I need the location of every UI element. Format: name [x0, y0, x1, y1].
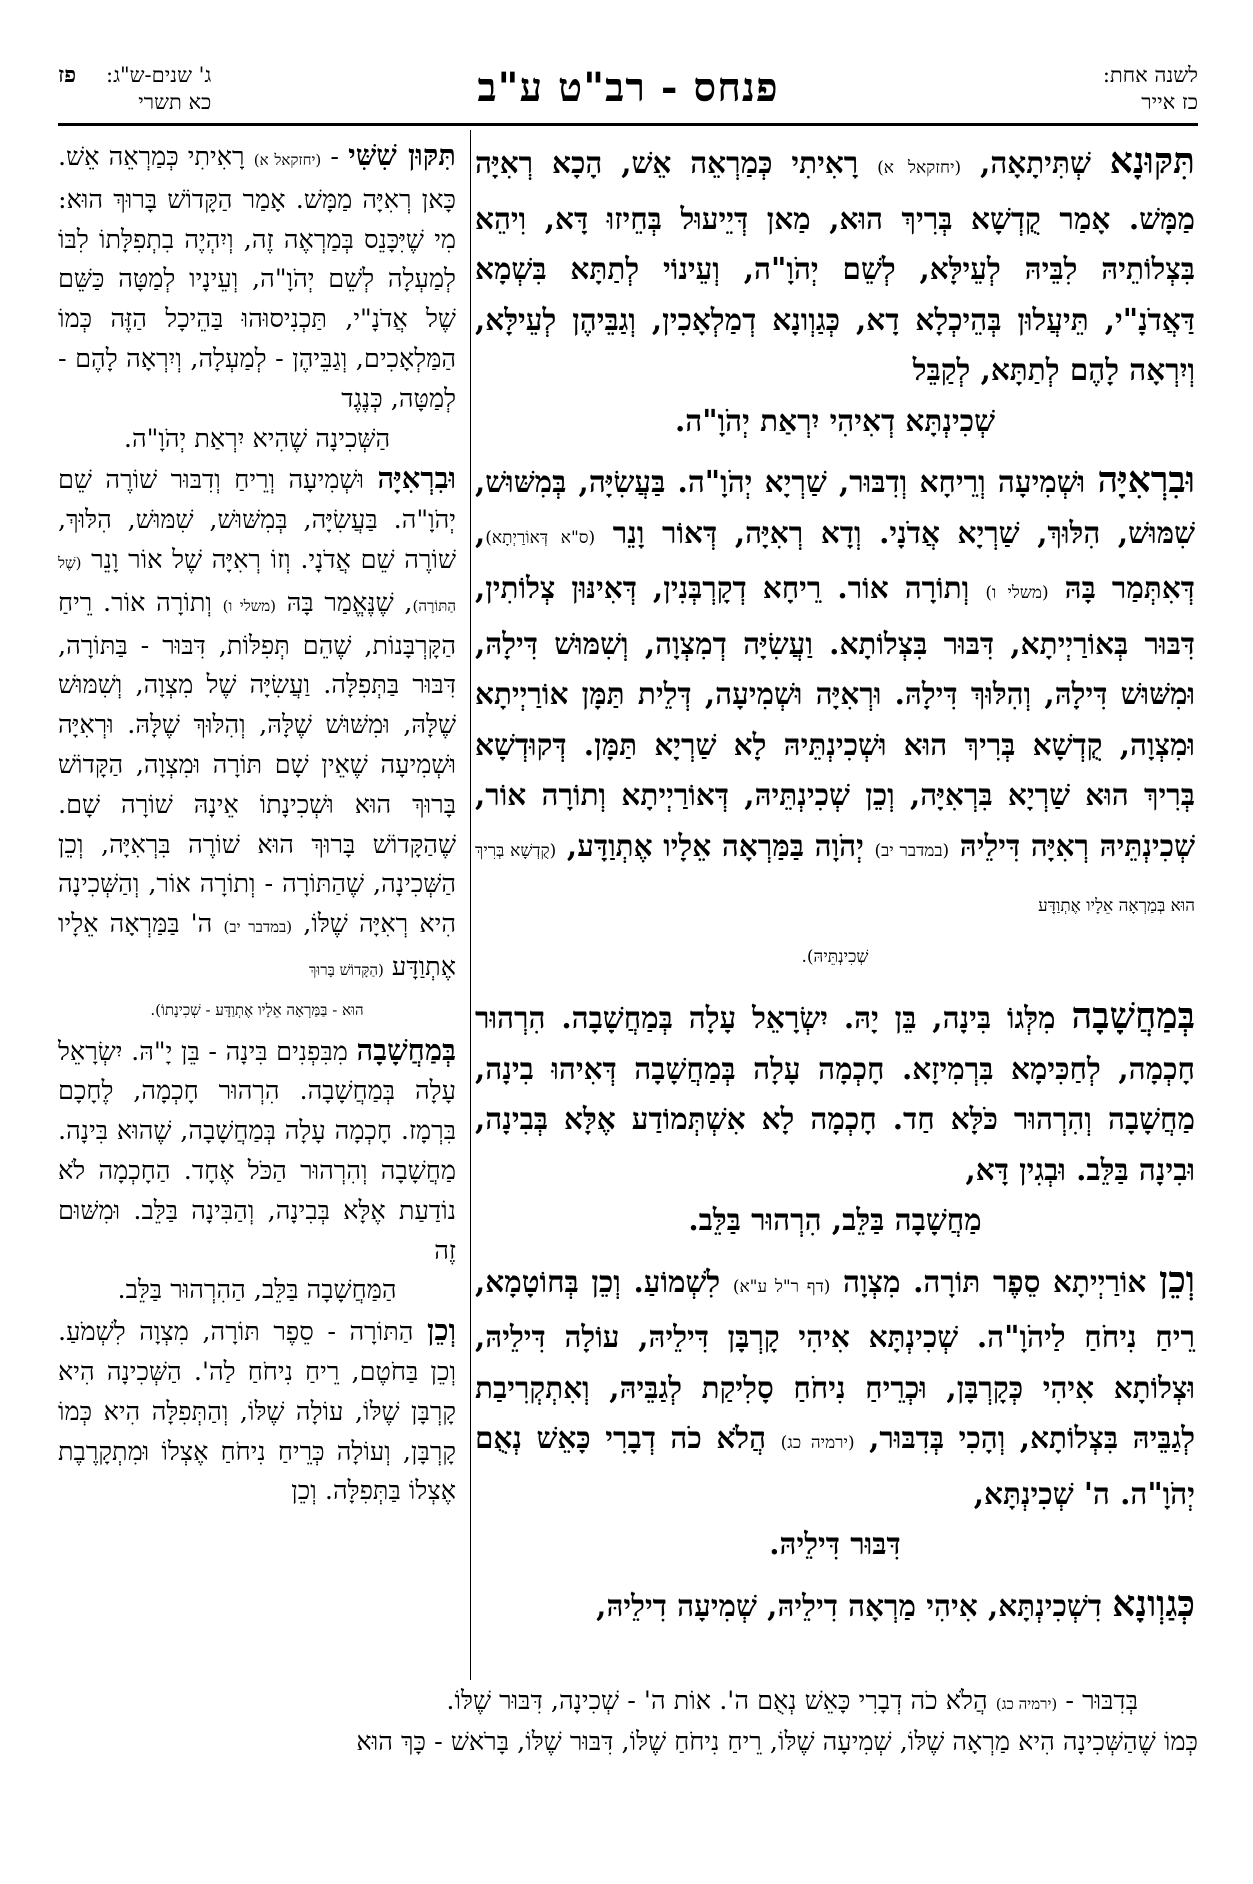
page-number: פז — [58, 62, 77, 88]
header-left-line1: ג' שנים-ש"ג: — [106, 63, 212, 87]
source-citation: (משלי ו) — [985, 583, 1049, 603]
text-span: שְׁתִּיתָאָה, — [980, 145, 1091, 180]
column-divider — [470, 130, 471, 1680]
centered-line: שְׁכִינְתָּא דְאִיהִי יִרְאַת יְהֹוָ"ה. — [675, 402, 995, 438]
centered-line: דִּבּוּר דִּילֵיהּ. — [769, 1526, 901, 1561]
text-span: דִשְׁכִינְתָּא, אִיהִי מַרְאָה דִילֵיהּ, שְׁמִיעָה דִילֵיהּ, — [596, 1587, 1102, 1623]
centered-line: שְׁכִינְתֵּיהּ). — [801, 946, 869, 967]
page-header — [58, 62, 1198, 120]
paragraph-lead-word: בְּמַחֲשָׁבָה — [1071, 995, 1195, 1037]
text-span: אוֹרַיְיתָא סֵפֶר תּוֹרָה. מִצְוָה — [843, 1263, 1147, 1299]
text-span: רָאִיתִי כְּמַרְאֵה אֵשׁ, הָכָא רְאִיָּה מַמָּשׁ. אָמַר קֻדְשָׁא בְּרִיךְ הוּא, מַאן דְּיֵיעוּל בְּחֵיזוּ דָּא, וִיהֵא בִּצְלוֹתֵיהּ לִבֵּיהּ לְעֵילָּא, לְשֵׁם יְהֹוָ"ה, וְעֵינוֹי לְתַתָּא בִּשְׁמָא דַּאֲדֹנָ"י, תֵּיעֲלוּן בְּהֵיכְלָא דָא, כְּגַוְונָא דְמַלְאָכִין, וְגַבֵּיהֶן לְעֵילָּא, וְיִרְאָה לָהֶם לְתַתָּא, לְקַבֵּל — [475, 145, 1195, 387]
footer-continuation — [58, 1682, 1198, 1761]
header-right-line1: לשנה אחת: — [1102, 63, 1198, 87]
text-span: הֲלֹא כֹה דְבָרִי כָּאֵשׁ נְאֻם ה'. אוֹת ה' - שְׁכִינָה, דִּבּוּר שֶׁלּוֹ. — [446, 1686, 988, 1716]
main-paragraph-3 — [475, 991, 1195, 1246]
text-span: וְתוֹרָה אוֹר. רֵיחַ הַקָּרְבָּנוֹת, שֶׁהֵם תְּפִלּוֹת, דִּבּוּר - בַּתּוֹרָה, דִּבּוּר בַּתְּפִלָּה. וַעֲשִׂיָּה שֶׁל מִצְוָה, וְשִׁמּוּשׁ שֶׁלָּהּ, וּמִשּׁוּשׁ שֶׁלָּהּ, וְהִלּוּךְ שֶׁלָּהּ. וּרְאִיָּה וּשְׁמִיעָה שֶׁאֵין שָׁם תּוֹרָה וּמִצְוָה, הַקָּדוֹשׁ בָּרוּךְ הוּא וּשְׁכִינָתוֹ אֵינָהּ שׁוֹרָה שָׁם. שֶׁהַקָּדוֹשׁ בָּרוּךְ הוּא שׁוֹרֶה בִּרְאִיָּה, וְכֵן הַשְּׁכִינָה, שֶׁהַתּוֹרָה - וְתוֹרָה אוֹר, וְהַשְּׁכִינָה הִיא רְאִיָּה שֶׁלּוֹ, — [58, 587, 456, 940]
text-span: יְהֹוָה בַּמַּרְאָה אֵלָיו אֶתְוַדָּע, — [566, 827, 864, 863]
centered-line: הַשְּׁכִינָה שֶׁהִיא יִרְאַת יְהֹוָ"ה. — [123, 423, 391, 454]
header-right-line2: כז אייר — [1141, 90, 1198, 114]
main-text-column — [475, 136, 1195, 1640]
text-span: ה' בַּמַּרְאָה אֵלָיו אֶתְוַדָּע — [58, 909, 456, 982]
header-left-line2: כא תשרי — [138, 90, 212, 114]
paragraph-lead-word: וְכֵן — [1159, 1258, 1195, 1301]
main-paragraph-5 — [475, 1579, 1195, 1632]
paragraph-lead-word: תִּקּוּן שִׁשִּׁי — [348, 138, 456, 172]
source-citation: (במדבר יב) — [223, 918, 293, 937]
translation-column — [58, 136, 456, 1512]
paragraph-lead-word: וּבִרְאִיָּה — [1097, 459, 1195, 501]
source-citation: (ירמיה כג) — [995, 1695, 1058, 1713]
side-paragraph-2 — [58, 459, 456, 1030]
text-span: מִלְּגוֹ בִּינָה, בֵּן יָהּ. יִשְׂרָאֵל עָלָה בְּמַחֲשָׁבָה. הִרְהוּר חָכְמָה, לְחַכִּימָא בִּרְמִיזָא. חָכְמָה עָלָה בְּמַחֲשָׁבָה דְּאִיהוּ בִינָה, מַחֲשָׁבָה וְהִרְהוּר כֹּלָּא חַד. חָכְמָה לָא אִשְׁתְּמוֹדַע אֶלָּא בְּבִינָה, וּבִינָה בַּלֵּב. וּבְגִין דָּא, — [475, 1000, 1195, 1187]
paragraph-lead-word: בְּמַחֲשָׁבָה — [356, 1032, 457, 1067]
source-citation: (משלי ו) — [222, 596, 277, 615]
paragraph-lead-word: תִּקּוּנָא — [1109, 140, 1196, 182]
text-span: הֲלֹא כֹה דְבָרִי כָּאֵשׁ נְאֻם יְהֹוָ"ה. ה' שְׁכִינְתָּא, — [475, 1420, 1195, 1511]
footer-line-1 — [58, 1682, 1198, 1723]
text-span: הַתּוֹרָה - סֵפֶר תּוֹרָה, מִצְוָה לִשְׁמֹעַ. וְכֵן בַּחֹטֶם, רֵיחַ נִיחֹחַ לַה'. הַשְּׁכִינָה הִיא קָרְבָּן שֶׁלּוֹ, עוֹלָה שֶׁלּוֹ, וְהַתְּפִלָּה הִיא כְּמוֹ קָרְבָּן, וְעוֹלָה כְּרֵיחַ נִיחֹחַ אֶצְלוֹ וּמִתְקָרֶבֶת אֶצְלוֹ בַּתְּפִלָּה. וְכֵן — [58, 1317, 456, 1507]
header-rule — [58, 123, 1198, 126]
source-citation: (קֻדְשָׁא בְּרִיךְ הוּא בְּמַרְאָה אֵלָיו אֶתְוַדָּע — [475, 840, 1195, 916]
text-span: בְּדִבּוּר - — [1065, 1686, 1138, 1716]
text-span: , דְּאִתְּמַר בָּהּ — [475, 514, 1195, 605]
main-paragraph-4 — [475, 1255, 1195, 1570]
source-citation: (ס"א דְּאוֹרַיְתָא) — [485, 527, 596, 548]
side-paragraph-1 — [58, 136, 456, 459]
paragraph-lead-word: וּבִרְאִיָּה — [377, 461, 456, 496]
footer-line-2: כְּמוֹ שֶׁהַשְּׁכִינָה הִיא מַרְאָה שֶׁלּוֹ, שְׁמִיעָה שֶׁלּוֹ, רֵיחַ נִיחֹחַ שֶׁלּוֹ, דִּבּוּר שֶׁלּוֹ, בָּרֹאשׁ - כָּךְ הוּא — [356, 1727, 1198, 1757]
source-citation: (במדבר יב) — [874, 840, 950, 861]
main-paragraph-1 — [475, 136, 1195, 446]
paragraph-lead-word: וְכֵן — [427, 1313, 456, 1348]
centered-line: הוּא - בַּמַּרְאָה אֵלָיו אֶתְוַדָּע - שְׁכִינָתוֹ). — [150, 1000, 364, 1019]
source-citation: (יחזקאל א) — [253, 151, 322, 169]
text-span: וְתוֹרָה אוֹר. רֵיחָא דְקָרְבְּנִין, דְּאִינּוּן צְלוֹתִין, דִּבּוּר בְּאוֹרַיְיתָא, דִּבּוּר בִּצְלוֹתָא. וַעֲשִׂיָּה דְמִצְוָה, וְשִׁמּוּשׁ דִּילָהּ, וּמִשּׁוּשׁ דִּילָהּ, וְהִלּוּךְ דִּילָהּ. וּרְאִיָּה וּשְׁמִיעָה, דְּלֵית תַּמָּן אוֹרַיְיתָא וּמִצְוָה, קֻדְשָׁא בְּרִיךְ הוּא וּשְׁכִינְתֵּיהּ לָא שַׁרְיָא תַּמָּן. דְּקוּדְשָׁא בְּרִיךְ הוּא שַׁרְיָא בִּרְאִיָּה, וְכֵן שְׁכִינְתֵּיהּ, דְּאוֹרַיְיתָא וְתוֹרָה אוֹר, שְׁכִינְתֵּיהּ רְאִיָּה דִּילֵיהּ — [475, 570, 1195, 863]
text-span: רָאִיתִי כְּמַרְאֵה אֵשׁ. כָּאן רְאִיָּה מַמָּשׁ. אָמַר הַקָּדוֹשׁ בָּרוּךְ הוּא: מִי שֶׁיִּכָּנֵס בְּמַרְאֶה זֶה, וְיִהְיֶה בִתְפִלָּתוֹ לִבּוֹ לְמַעְלָה לְשֵׁם יְהֹוָ"ה, וְעֵינָיו לְמַטָּה כַּשֵּׁם שֶׁל אֲדֹנָ"י, תַּכְנִיסוּהוּ בַּהֵיכָל הַזֶּה כְּמוֹ הַמַּלְאָכִים, וְגַבֵּיהֶן - לְמַעְלָה, וְיִרְאָה לָהֶם - לְמַטָּה, כְּנֶגֶד — [58, 142, 456, 414]
centered-line: מַחֲשָׁבָה בַּלֵּב, הִרְהוּר בַּלֵּב. — [688, 1202, 982, 1237]
source-citation: (ירמיה כג) — [780, 1433, 855, 1453]
centered-line: הַמַּחֲשָׁבָה בַּלֵּב, הַהִרְהוּר בַּלֵּב. — [117, 1275, 397, 1306]
side-paragraph-3 — [58, 1031, 456, 1312]
header-three-year-schedule — [58, 62, 211, 116]
source-citation: (הַקָּדוֹשׁ בָּרוּךְ — [309, 960, 384, 979]
text-span: , שֶׁנֶּאֱמַר בָּהּ — [286, 587, 413, 618]
text-span: - — [330, 142, 340, 172]
header-title: פנחס - רב"ט ע"ב — [477, 64, 779, 111]
side-paragraph-4 — [58, 1311, 456, 1512]
text-span: וּשְׁמִיעָה וְרֵיחַ וְדִבּוּר שׁוֹרֶה שֵׁם יְהֹוָ"ה. בַּעֲשִׂיָּה, בְּמִשּׁוּשׁ, שִׁמּוּשׁ, הִלּוּךְ, שׁוֹרֶה שֵׁם אֲדֹנָי. וְזוֹ רְאִיָּה שֶׁל אוֹר וָנֵר — [58, 465, 456, 575]
main-paragraph-2 — [475, 455, 1195, 982]
source-citation: (דף ר"ל ע"א) — [732, 1276, 831, 1297]
source-citation: (יחזקאל א) — [877, 158, 962, 178]
source-citation: (שֶׁל הַתּוֹרָה) — [58, 553, 456, 615]
text-span: לִשְׁמוֹעַ. וְכֵן בְּחוֹטָמָא, רֵיחַ נִיחֹחַ לַיהֹוָ"ה. שְׁכִינְתָּא אִיהִי קָרְבָּן דִּילֵיהּ, עוֹלָה דִּילֵיהּ, וּצְלוֹתָא אִיהִי כְּקָרְבָּן, וּכְרֵיחַ נִיחֹחַ סָלִיקַת לְגַבֵּיהּ, וְאִתְקְרִיבַת לְגַבֵּיהּ בִּצְלוֹתָא, וְהָכִי בְּדִבּוּר, — [475, 1263, 1196, 1455]
text-span: וּשְׁמִיעָה וְרֵיחָא וְדִבּוּר, שַׁרְיָא יְהֹוָ"ה. בַּעֲשִׂיָּה, בְּמִשּׁוּשׁ, שִׁמּוּשׁ, הִלּוּךְ, שַׁרְיָא אֲדֹנָי. וְדָא רְאִיָּה, דְּאוֹר וָנֵר — [475, 464, 1195, 550]
paragraph-lead-word: כְּגַוְונָא — [1112, 1582, 1195, 1625]
text-span: מִבִּפְנִים בִּינָה - בֵּן יָ"הּ. יִשְׂרָאֵל עָלָה בְּמַחֲשָׁבָה. הִרְהוּר חָכְמָה, לֶחָכָם בִּרְמָז. חָכְמָה עָלָה בְּמַחֲשָׁבָה, שֶׁהוּא בִּינָה. מַחֲשָׁבָה וְהִרְהוּר הַכֹּל אֶחָד. הַחָכְמָה לֹא נוֹדַעַת אֶלָּא בְּבִינָה, וְהַבִּינָה בַּלֵּב. וּמִשּׁוּם זֶה — [58, 1036, 456, 1266]
